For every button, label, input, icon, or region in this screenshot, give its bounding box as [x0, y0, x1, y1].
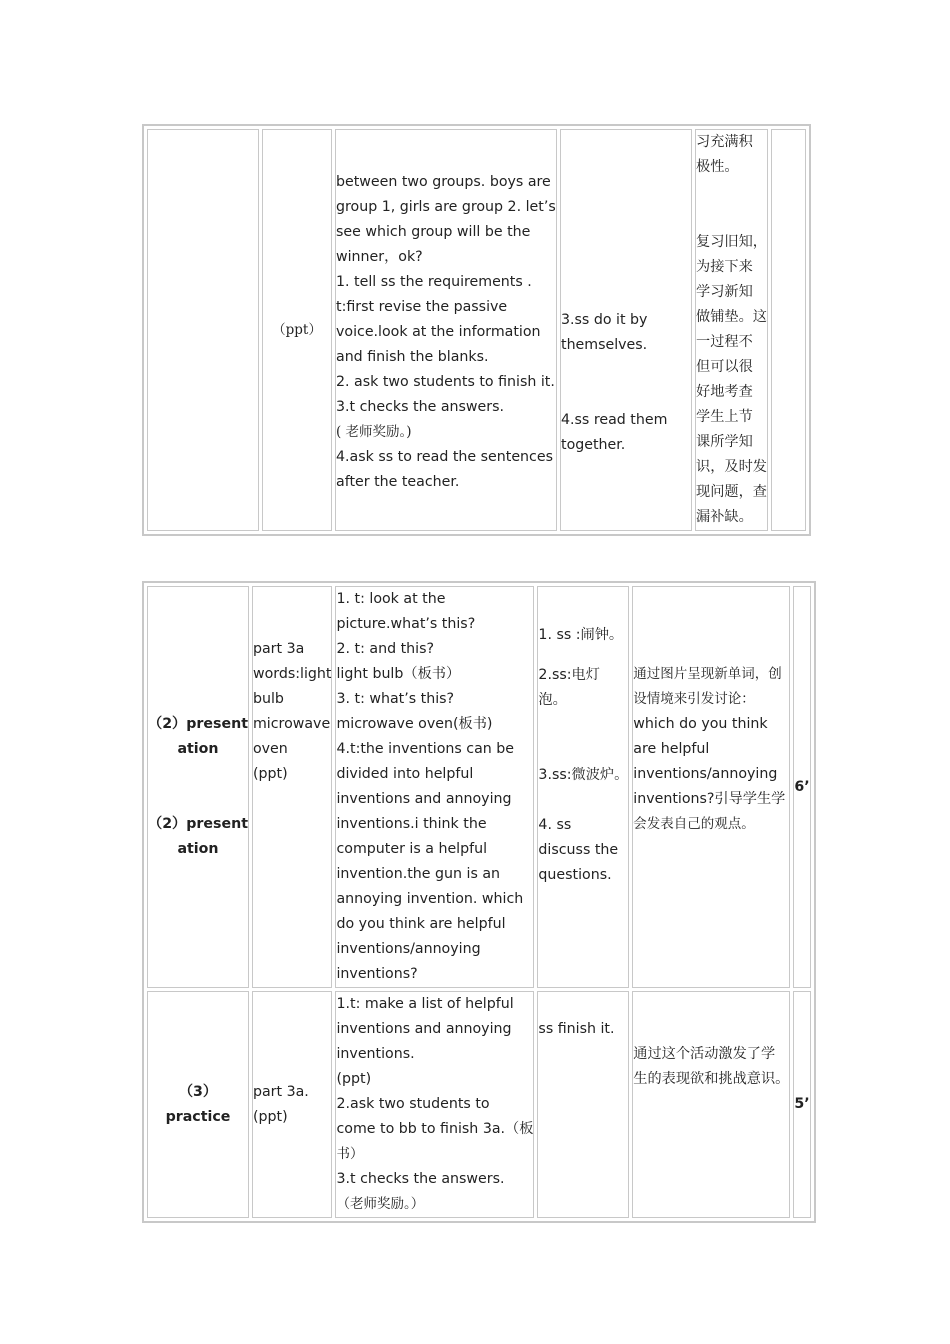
table-row	[147, 586, 811, 988]
teacher-line: inventions.	[336, 1046, 415, 1062]
material-line: part 3a	[252, 641, 305, 657]
spacer	[696, 180, 767, 230]
teacher-line: 4.ask ss to read the sentences	[336, 449, 553, 465]
purpose-line: 极性。	[696, 159, 739, 175]
teacher-line: annoying invention. which	[336, 891, 524, 907]
purpose-cell	[632, 586, 790, 988]
teacher-line: after the teacher.	[336, 474, 460, 490]
material-cell	[262, 129, 332, 531]
time-cell	[771, 129, 806, 531]
stage-cell	[147, 991, 249, 1218]
stage-label: ation	[177, 841, 219, 857]
purpose-line: 做铺垫。这	[696, 309, 767, 325]
student-line: 3.ss:微波炉。	[538, 767, 629, 783]
teacher-line: winner，ok?	[336, 249, 423, 265]
student-line: 1. ss :闹钟。	[538, 627, 624, 643]
teacher-line: (ppt)	[336, 1071, 372, 1087]
purpose-cell	[695, 129, 768, 531]
purpose-line: 设情境来引发讨论：	[633, 691, 755, 707]
student-activity-cell	[537, 586, 629, 988]
teacher-line: inventions/annoying	[336, 941, 481, 957]
teacher-line: t:first revise the passive	[336, 299, 508, 315]
teacher-line: between two groups. boys are	[336, 174, 551, 190]
teacher-line: 1.t: make a list of helpful	[336, 996, 514, 1012]
purpose-line: 会发表自己的观点。	[633, 816, 755, 832]
material-cell	[252, 991, 333, 1218]
teacher-line: inventions and annoying	[336, 1021, 512, 1037]
time-value: 5’	[794, 1096, 810, 1112]
material-cell	[252, 586, 333, 988]
teacher-line: 4.t:the inventions can be	[336, 741, 515, 757]
teacher-line: computer is a helpful	[336, 841, 488, 857]
teacher-line: 3. t: what’s this?	[336, 691, 455, 707]
student-line: together.	[561, 437, 626, 453]
stage-cell	[147, 129, 259, 531]
table-row	[147, 991, 811, 1218]
material-line: part 3a.	[252, 1083, 309, 1100]
teacher-line: 书）	[336, 1146, 364, 1162]
material-line: bulb	[252, 691, 284, 707]
student-activity-cell	[560, 129, 692, 531]
student-line: themselves.	[561, 337, 648, 353]
student-line: 3.ss do it by	[561, 312, 648, 328]
purpose-line: 通过图片呈现新单词，创	[633, 666, 782, 682]
student-activity-cell	[537, 991, 629, 1218]
teacher-line: divided into helpful	[336, 766, 474, 782]
purpose-cell	[632, 991, 790, 1218]
student-line: ss finish it.	[538, 1021, 615, 1037]
purpose-line: 为接下来	[696, 259, 753, 275]
table-row	[147, 129, 806, 531]
teacher-line: see which group will be the	[336, 224, 531, 240]
material-line: (ppt)	[252, 766, 288, 782]
student-line: 4. ss	[538, 817, 572, 833]
lesson-plan-table-1	[142, 124, 811, 536]
spacer	[538, 648, 628, 663]
purpose-line: 通过这个活动激发了学	[633, 1046, 776, 1062]
purpose-line: 好地考查	[696, 384, 753, 400]
spacer	[148, 762, 248, 812]
purpose-line: 习充满积	[696, 134, 753, 150]
purpose-line: which do you think	[633, 716, 768, 732]
teacher-line: 2. ask two students to finish it.	[336, 374, 555, 390]
purpose-line: 现问题，查	[696, 484, 767, 500]
spacer	[538, 788, 628, 813]
stage-label: practice	[165, 1108, 231, 1125]
student-line: 2.ss:电灯	[538, 667, 600, 683]
purpose-line: inventions?引导学生学	[633, 791, 786, 807]
teacher-line: picture.what’s this?	[336, 616, 476, 632]
purpose-line: are helpful	[633, 741, 710, 757]
time-cell	[793, 586, 810, 988]
teacher-line: invention.the gun is an	[336, 866, 501, 882]
purpose-line: 但可以很	[696, 359, 753, 375]
teacher-line: and finish the blanks.	[336, 349, 489, 365]
teacher-line: 3.t checks the answers.	[336, 399, 504, 415]
purpose-line: 课所学知	[696, 434, 753, 450]
stage-label: （3）	[178, 1083, 218, 1100]
purpose-line: inventions/annoying	[633, 766, 778, 782]
purpose-line: 学习新知	[696, 284, 753, 300]
teacher-line: 3.t checks the answers.	[336, 1171, 505, 1187]
stage-cell	[147, 586, 249, 988]
teacher-line: microwave oven(板书)	[336, 716, 493, 732]
time-cell	[793, 991, 810, 1218]
purpose-line: 漏补缺。	[696, 509, 753, 525]
teacher-line: ( 老师奖励。)	[336, 424, 412, 440]
teacher-activity-cell	[335, 991, 534, 1218]
student-line: 4.ss read them	[561, 412, 668, 428]
student-line: 泡。	[538, 692, 567, 708]
teacher-line: inventions.i think the	[336, 816, 487, 832]
material-line: microwave	[252, 716, 331, 732]
teacher-line: inventions?	[336, 966, 418, 982]
teacher-line: light bulb（板书）	[336, 666, 461, 682]
teacher-line: voice.look at the information	[336, 324, 541, 340]
teacher-line: come to bb to finish 3a.（板	[336, 1121, 534, 1137]
stage-label: （2）present	[148, 716, 248, 732]
stage-label: （2）present	[148, 816, 248, 832]
time-value: 6’	[794, 778, 810, 795]
student-line: questions.	[538, 867, 612, 883]
purpose-line: 生的表现欲和挑战意识。	[633, 1071, 790, 1087]
material-line: oven	[252, 741, 288, 757]
teacher-line: inventions and annoying	[336, 791, 512, 807]
teacher-activity-cell	[335, 586, 534, 988]
purpose-line: 复习旧知，	[696, 234, 767, 250]
purpose-line: 学生上节	[696, 409, 753, 425]
spacer	[538, 713, 628, 763]
teacher-activity-cell	[335, 129, 557, 531]
student-line: discuss the	[538, 842, 619, 858]
stage-label: ation	[177, 741, 219, 757]
spacer	[561, 358, 691, 408]
teacher-line: （老师奖励。）	[336, 1196, 425, 1212]
purpose-line: 识，及时发	[696, 459, 767, 475]
teacher-line: do you think are helpful	[336, 916, 506, 932]
material-line: words:light	[252, 666, 332, 682]
teacher-line: 1. tell ss the requirements .	[336, 274, 532, 290]
teacher-line: 1. t: look at the	[336, 591, 446, 607]
material-text: （ppt）	[272, 321, 322, 338]
lesson-plan-table-2	[142, 581, 816, 1223]
material-line: (ppt)	[252, 1108, 288, 1125]
teacher-line: 2.ask two students to	[336, 1096, 490, 1112]
teacher-line: group 1, girls are group 2. let’s	[336, 199, 556, 215]
purpose-line: 一过程不	[696, 334, 753, 350]
teacher-line: 2. t: and this?	[336, 641, 435, 657]
